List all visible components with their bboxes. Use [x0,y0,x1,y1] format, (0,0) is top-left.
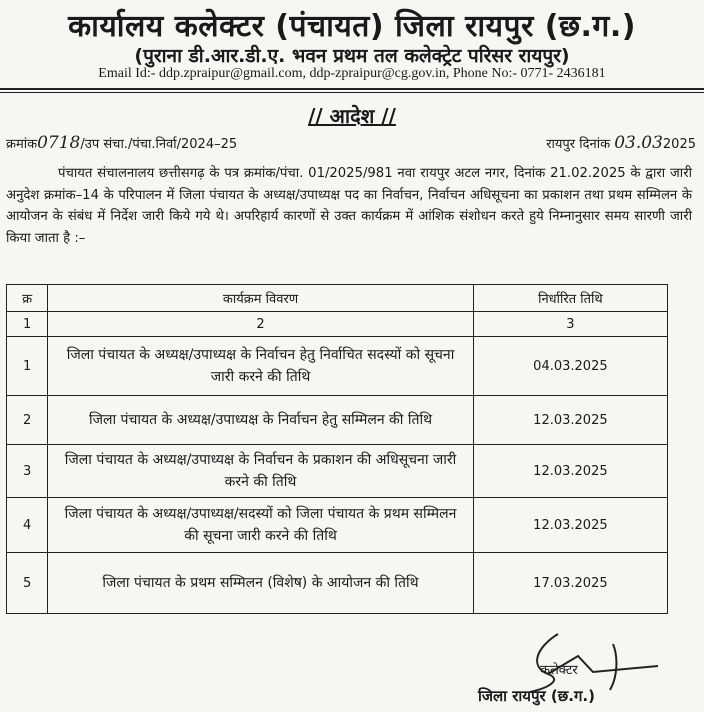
schedule-table [6,284,668,614]
row-description: जिला पंचायत के अध्यक्ष/उपाध्यक्ष के निर्वाचन हेतु निर्वाचित सदस्यों को सूचना जारी करने की तिथि [48,337,474,396]
row-date: 04.03.2025 [473,337,667,396]
row-sn: 5 [7,553,48,614]
header-sn: क्र [7,285,48,312]
table-row [7,553,668,614]
header-date: निर्धारित तिथि [473,285,667,312]
header-description: कार्यक्रम विवरण [48,285,474,312]
reference-handwritten: 0718 [37,133,81,153]
col-number-3: 3 [473,312,667,337]
order-heading [0,102,704,129]
row-date: 12.03.2025 [473,498,667,553]
header-divider [0,88,704,93]
table-header-row [7,285,668,312]
row-sn: 2 [7,396,48,445]
signatory-district: जिला रायपुर (छ.ग.) [478,687,595,705]
table-column-number-row [7,312,668,337]
row-sn: 4 [7,498,48,553]
row-date: 12.03.2025 [473,396,667,445]
order-date [546,133,696,153]
row-description: जिला पंचायत के अध्यक्ष/उपाध्यक्ष के निर्वाचन के प्रकाशन की अधिसूचना जारी करने की तिथि [48,445,474,498]
office-address: (पुराना डी.आर.डी.ए. भवन प्रथम तल कलेक्ट्रेट परिसर रायपुर) [134,45,570,67]
row-sn: 3 [7,445,48,498]
col-number-2: 2 [48,312,474,337]
contact-line: Email Id:- ddp.zpraipur@gmail.com, ddp-zpraipur@cg.gov.in, Phone No:- 0771- 2436181 [98,66,606,81]
order-paragraph: पंचायत संचालनालय छत्तीसगढ़ के पत्र क्रमांक/पंचा. 01/2025/981 नवा रायपुर अटल नगर, दिनांक 21.02.2025 के द्वारा जारी अनुदेश क्रमांक–14 के परिपालन में जिला पंचायत के अध्यक्ष/उपाध्यक्ष पद का निर्वाचन, निर्वाचन अधिसूचना का प्रकाशन तथा प्रथम सम्मिलन के आयोजन के संबंध में निर्देश जारी किये गये थे। अपरिहार्य कारणों से उक्त कार्यक्रम में आंशिक संशोधन करते हुये निम्नानुसार समय सारणी जारी किया जाता है :– [6,166,692,246]
row-description: जिला पंचायत के अध्यक्ष/उपाध्यक्ष के निर्वाचन हेतु सम्मिलन की तिथि [48,396,474,445]
col-number-1: 1 [7,312,48,337]
table-row [7,396,668,445]
row-description: जिला पंचायत के प्रथम सम्मिलन (विशेष) के आयोजन की तिथि [48,553,474,614]
table-row [7,445,668,498]
date-handwritten: 03.03 [614,133,663,153]
office-title: कार्यालय कलेक्टर (पंचायत) जिला रायपुर (छ.ग.) [68,9,636,44]
reference-number [6,133,237,153]
row-sn: 1 [7,337,48,396]
order-heading-text: // आदेश // [308,104,396,128]
row-date: 12.03.2025 [473,445,667,498]
table-row [7,498,668,553]
table-row [7,337,668,396]
row-description: जिला पंचायत के अध्यक्ष/उपाध्यक्ष/सदस्यों को जिला पंचायत के प्रथम सम्मिलन की सूचना जारी करने की तिथि [48,498,474,553]
date-year: 2025 [662,137,696,152]
date-prefix: रायपुर दिनांक [546,137,611,152]
reference-suffix: /उप संचा./पंचा.निर्वा/2024–25 [80,137,238,152]
row-date: 17.03.2025 [473,553,667,614]
reference-line [6,133,696,153]
reference-prefix: क्रमांक [6,137,38,152]
signatory-title: कलेक्टर [540,663,578,678]
